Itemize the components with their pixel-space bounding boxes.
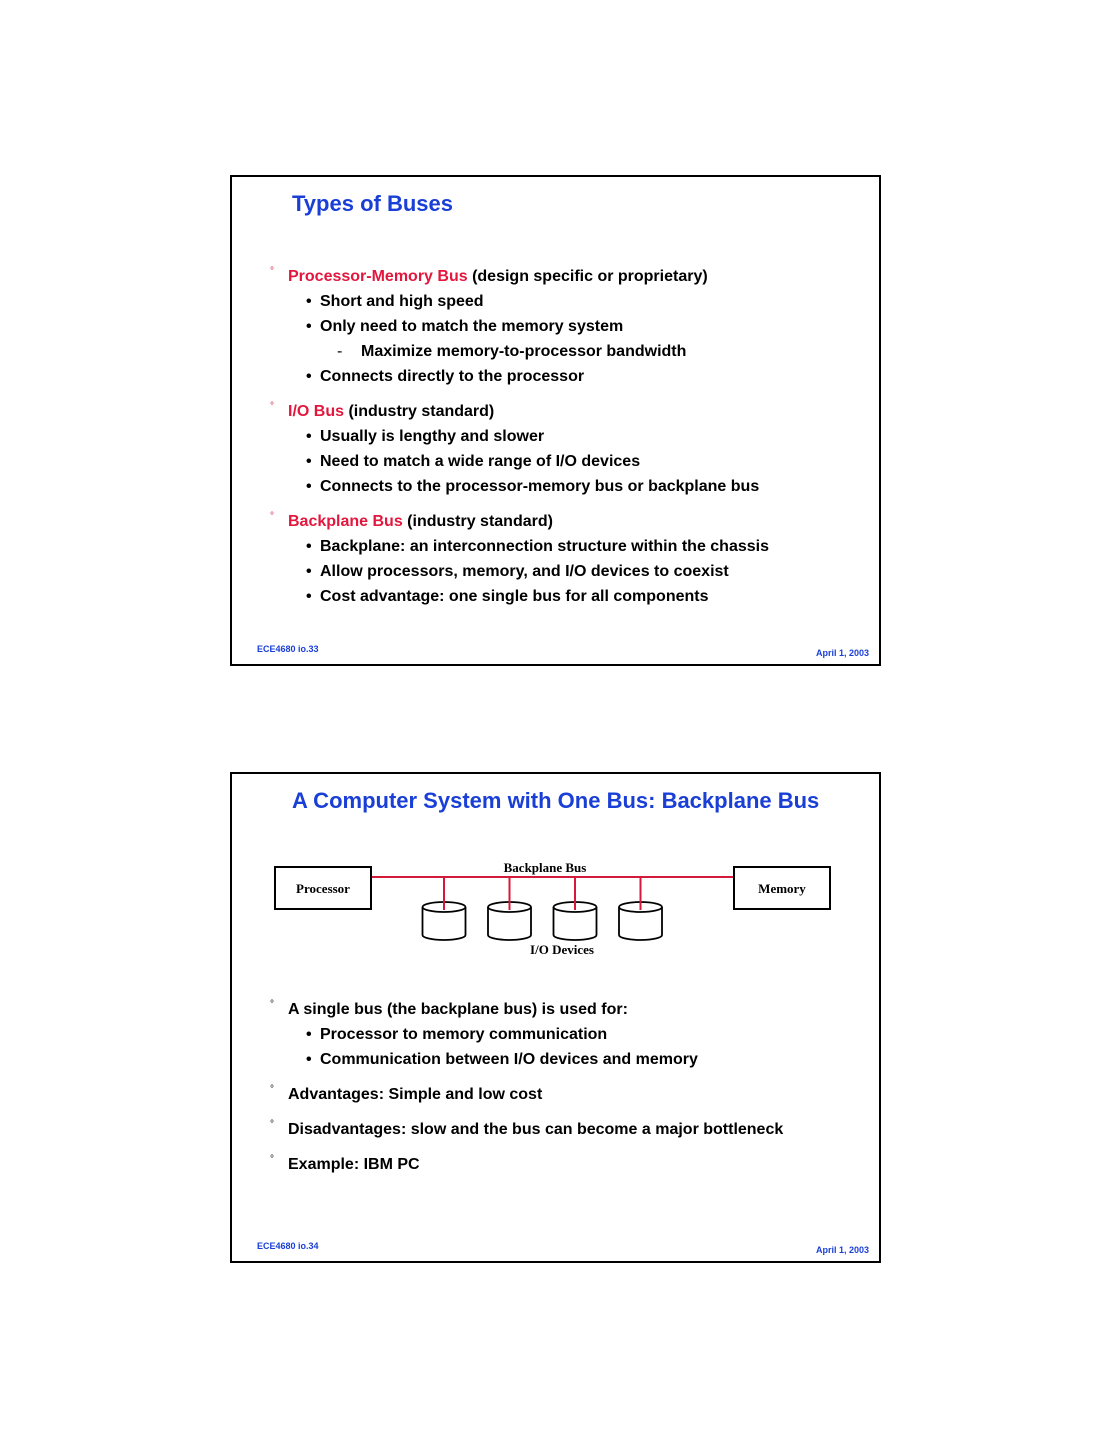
item-text: Processor to memory communication (320, 1026, 608, 1043)
io-device-icon (554, 877, 597, 940)
bullet-icon: • (306, 318, 312, 335)
item-text: Only need to match the memory system (320, 318, 624, 335)
slide-one-bus-system (230, 772, 881, 1263)
item-text: Backplane: an interconnection structure within the chassis (320, 538, 769, 555)
io-device-icon (488, 877, 531, 940)
degree-bullet-icon: ° (270, 1154, 274, 1165)
bullet-icon: • (306, 478, 312, 495)
list-item (270, 289, 769, 314)
bullet-icon: • (306, 563, 312, 580)
term: Processor-Memory Bus (288, 268, 468, 285)
degree-bullet-icon: ° (270, 1084, 274, 1095)
point (270, 1083, 783, 1107)
section-backplane-bus (270, 510, 769, 534)
io-device-icon (619, 877, 662, 940)
term: Backplane Bus (288, 513, 403, 530)
bus-label: Backplane Bus (503, 860, 587, 875)
list-item (270, 559, 769, 584)
slide-footer-date: April 1, 2003 (815, 648, 869, 658)
degree-bullet-icon: ° (270, 999, 274, 1010)
item-text: Need to match a wide range of I/O devices (320, 453, 641, 470)
list-item (270, 1047, 783, 1072)
list-item (270, 584, 769, 609)
io-devices-group (423, 877, 663, 940)
slide-types-of-buses (230, 175, 881, 666)
list-item (270, 1022, 783, 1047)
list-item (270, 449, 769, 474)
bullet-icon: • (306, 1051, 312, 1068)
slide-footer-id: ECE4680 io.34 (257, 1241, 319, 1251)
degree-bullet-icon: ° (270, 266, 274, 277)
list-item (270, 424, 769, 449)
item-text: Maximize memory-to-processor bandwidth (361, 343, 687, 360)
dash-icon: - (337, 343, 343, 360)
point (270, 1153, 783, 1177)
item-text: Connects directly to the processor (320, 368, 585, 385)
slide-title: Types of Buses (292, 191, 453, 216)
point-text: A single bus (the backplane bus) is used for: (288, 1001, 628, 1018)
qualifier: (industry standard) (402, 513, 553, 530)
slide-footer-id: ECE4680 io.33 (257, 644, 319, 654)
list-item (270, 474, 769, 499)
list-item (270, 534, 769, 559)
io-devices-label: I/O Devices (530, 942, 594, 957)
item-text: Communication between I/O devices and memory (320, 1051, 698, 1068)
point-text: Advantages: Simple and low cost (288, 1086, 543, 1103)
qualifier: (design specific or proprietary) (467, 268, 708, 285)
bullet-icon: • (306, 368, 312, 385)
slide-body (270, 265, 769, 609)
list-item (270, 364, 769, 389)
slide-title: A Computer System with One Bus: Backplane Bus (292, 788, 820, 813)
term: I/O Bus (288, 403, 345, 420)
section-io-bus (270, 400, 769, 424)
item-text: Allow processors, memory, and I/O devices to coexist (320, 563, 729, 580)
degree-bullet-icon: ° (270, 511, 274, 522)
slide-body (270, 998, 783, 1177)
bullet-icon: • (306, 538, 312, 555)
item-text: Usually is lengthy and slower (320, 428, 545, 445)
qualifier: (industry standard) (344, 403, 495, 420)
degree-bullet-icon: ° (270, 401, 274, 412)
bullet-icon: • (306, 588, 312, 605)
point (270, 998, 783, 1022)
bullet-icon: • (306, 1026, 312, 1043)
section-processor-memory-bus (270, 265, 769, 289)
bullet-icon: • (306, 293, 312, 310)
list-item (270, 314, 769, 339)
degree-bullet-icon: ° (270, 1119, 274, 1130)
slide-footer-date: April 1, 2003 (815, 1245, 869, 1255)
item-text: Cost advantage: one single bus for all components (320, 588, 709, 605)
sub-list-item (270, 339, 769, 364)
item-text: Short and high speed (320, 293, 484, 310)
point-text: Example: IBM PC (288, 1156, 420, 1173)
item-text: Connects to the processor-memory bus or backplane bus (320, 478, 760, 495)
processor-label: Processor (296, 881, 350, 896)
backplane-bus-diagram (232, 774, 883, 974)
io-device-icon (423, 877, 466, 940)
bullet-icon: • (306, 453, 312, 470)
point (270, 1118, 783, 1142)
bullet-icon: • (306, 428, 312, 445)
memory-label: Memory (758, 881, 806, 896)
point-text: Disadvantages: slow and the bus can become a major bottleneck (288, 1121, 784, 1138)
